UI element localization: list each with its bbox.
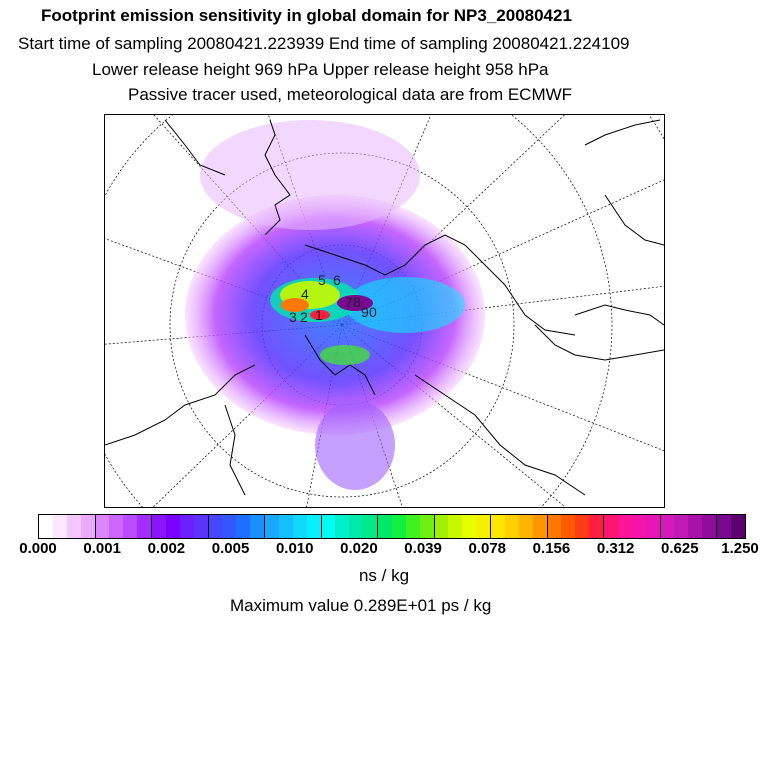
colorbar-tick-label: 0.020 bbox=[340, 540, 378, 557]
colorbar-cell bbox=[293, 515, 307, 538]
colorbar-cell bbox=[180, 515, 194, 538]
colorbar-cell bbox=[392, 515, 406, 538]
contour-label: 6 bbox=[333, 272, 341, 288]
colorbar-cell bbox=[547, 515, 562, 538]
colorbar-cell bbox=[363, 515, 377, 538]
contour-label: 8 bbox=[353, 294, 361, 310]
colorbar-cell bbox=[109, 515, 123, 538]
colorbar-cell bbox=[321, 515, 336, 538]
plot-title: Footprint emission sensitivity in global domain for NP3_20080421 bbox=[41, 6, 572, 25]
colorbar-cell bbox=[660, 515, 675, 538]
colorbar-tick-label: 0.000 bbox=[19, 540, 57, 557]
colorbar-cell bbox=[307, 515, 321, 538]
colorbar-cell bbox=[39, 515, 53, 538]
contour-label: 9 bbox=[361, 304, 369, 320]
colorbar-tick-label: 0.001 bbox=[83, 540, 121, 557]
colorbar-tick-label: 0.156 bbox=[532, 540, 571, 557]
colorbar-cell bbox=[618, 515, 632, 538]
footprint-plume bbox=[185, 120, 485, 490]
colorbar-cell bbox=[208, 515, 223, 538]
colorbar-cell bbox=[53, 515, 67, 538]
colorbar-cell bbox=[448, 515, 462, 538]
colorbar-cell bbox=[377, 515, 392, 538]
release-height-line: Lower release height 969 hPa Upper release height 958 hPa bbox=[92, 60, 549, 79]
contour-label: 3 bbox=[289, 309, 297, 325]
colorbar-cell bbox=[236, 515, 250, 538]
colorbar-cell bbox=[335, 515, 349, 538]
colorbar-cell bbox=[434, 515, 449, 538]
colorbar-cell bbox=[462, 515, 476, 538]
colorbar-cell bbox=[589, 515, 603, 538]
contour-label: 5 bbox=[318, 272, 326, 288]
colorbar-cell bbox=[250, 515, 264, 538]
contour-label: 1 bbox=[315, 307, 323, 323]
contour-label: 2 bbox=[300, 309, 308, 325]
colorbar-cell bbox=[674, 515, 688, 538]
tracer-info-line: Passive tracer used, meteorological data are from ECMWF bbox=[128, 85, 573, 104]
colorbar-cell bbox=[490, 515, 505, 538]
footprint-map bbox=[104, 114, 665, 508]
colorbar-cell bbox=[575, 515, 589, 538]
colorbar-cell bbox=[95, 515, 110, 538]
colorbar-cell bbox=[81, 515, 95, 538]
colorbar-cell bbox=[420, 515, 434, 538]
contour-label: 0 bbox=[369, 304, 377, 320]
colorbar-cell bbox=[533, 515, 547, 538]
colorbar-cell bbox=[519, 515, 533, 538]
colorbar-cell bbox=[505, 515, 519, 538]
colorbar-cell bbox=[716, 515, 731, 538]
colorbar-cell bbox=[264, 515, 279, 538]
colorbar-cell bbox=[731, 515, 745, 538]
colorbar-cell bbox=[67, 515, 81, 538]
colorbar-tick-label: 0.010 bbox=[275, 540, 314, 557]
colorbar-tick-label: 0.005 bbox=[211, 540, 250, 557]
colorbar-cell bbox=[349, 515, 363, 538]
contour-label: 4 bbox=[301, 286, 309, 302]
maximum-value-note: Maximum value 0.289E+01 ps / kg bbox=[230, 596, 492, 615]
colorbar-cell bbox=[137, 515, 151, 538]
colorbar-tick-label: 0.002 bbox=[147, 540, 186, 557]
colorbar-cell bbox=[646, 515, 660, 538]
colorbar-cell bbox=[603, 515, 618, 538]
colorbar-tick-label: 0.039 bbox=[404, 540, 442, 557]
colorbar-cell bbox=[222, 515, 236, 538]
colorbar-cell bbox=[702, 515, 716, 538]
contour-label: 7 bbox=[345, 294, 353, 310]
colorbar-cell bbox=[406, 515, 420, 538]
colorbar-tick-label: 0.312 bbox=[596, 540, 635, 557]
map-canvas bbox=[105, 115, 664, 507]
colorbar-cell bbox=[123, 515, 137, 538]
colorbar-cell bbox=[194, 515, 208, 538]
colorbar-tick-label: 1.250 bbox=[721, 540, 759, 557]
colorbar-cell bbox=[279, 515, 293, 538]
colorbar bbox=[38, 514, 746, 539]
colorbar-unit: ns / kg bbox=[358, 566, 410, 585]
colorbar-tick-label: 0.625 bbox=[661, 540, 699, 557]
colorbar-cell bbox=[166, 515, 180, 538]
sampling-time-line: Start time of sampling 20080421.223939 End time of sampling 20080421.224109 bbox=[18, 34, 630, 53]
colorbar-cell bbox=[688, 515, 702, 538]
colorbar-cell bbox=[561, 515, 575, 538]
colorbar-cell bbox=[151, 515, 166, 538]
colorbar-tick-label: 0.078 bbox=[468, 540, 507, 557]
colorbar-cell bbox=[476, 515, 490, 538]
colorbar-cell bbox=[632, 515, 646, 538]
